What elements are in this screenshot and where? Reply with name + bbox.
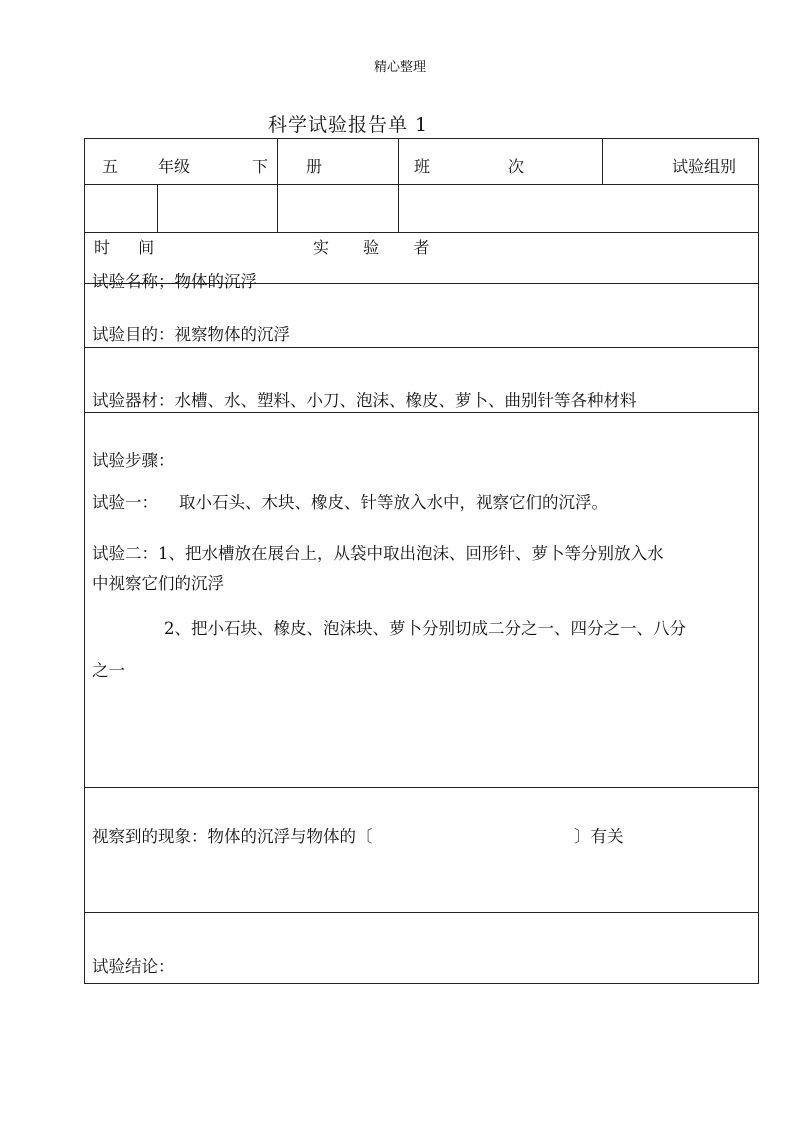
header-note: 精心整理 bbox=[373, 60, 426, 75]
step-two-b-line-1: 2、把小石块、橡皮、泡沫块、萝卜分别切成二分之一、四分之一、八分 bbox=[164, 619, 686, 638]
row-divider bbox=[84, 412, 759, 413]
experiment-name: 试验名称；物体的沉浮 bbox=[92, 272, 257, 291]
column-divider bbox=[398, 138, 399, 232]
step-one: 试验一： 取小石头、木块、橡皮、针等放入水中，视察它们的沉浮。 bbox=[92, 493, 608, 512]
row-divider bbox=[84, 787, 759, 788]
column-divider bbox=[157, 184, 158, 232]
document-title: 科学试验报告单 1 bbox=[268, 114, 429, 136]
steps-label: 试验步骤： bbox=[92, 451, 175, 470]
experimenter-label: 实 验 者 bbox=[313, 238, 438, 257]
experiment-conclusion: 试验结论： bbox=[92, 957, 175, 976]
class-char-1: 班 bbox=[414, 157, 431, 176]
term-char-1: 下 bbox=[252, 157, 269, 176]
row-divider bbox=[84, 347, 759, 348]
observation-suffix: 〕有关 bbox=[574, 827, 624, 846]
grade-char-2: 年级 bbox=[158, 157, 191, 176]
experiment-purpose: 试验目的：视察物体的沉浮 bbox=[92, 325, 290, 344]
row-divider bbox=[84, 912, 759, 913]
group-label: 试验组别 bbox=[672, 157, 737, 176]
class-char-2: 次 bbox=[508, 157, 525, 176]
term-char-2: 册 bbox=[306, 157, 323, 176]
experiment-materials: 试验器材：水槽、水、塑料、小刀、泡沫、橡皮、萝卜、曲别针等各种材料 bbox=[92, 391, 637, 410]
step-two-line-1: 试验二：1、把水槽放在展台上，从袋中取出泡沫、回形针、萝卜等分别放入水 bbox=[92, 544, 664, 563]
time-label: 时 间 bbox=[94, 238, 161, 257]
column-divider bbox=[277, 138, 278, 232]
row-divider bbox=[84, 232, 759, 233]
column-divider bbox=[602, 138, 603, 184]
row-divider bbox=[84, 184, 759, 185]
observation-prefix: 视察到的现象：物体的沉浮与物体的〔 bbox=[92, 827, 373, 846]
step-two-b-line-2: 之一 bbox=[92, 661, 125, 680]
step-two-line-2: 中视察它们的沉浮 bbox=[92, 574, 224, 593]
grade-char-1: 五 bbox=[102, 157, 119, 176]
